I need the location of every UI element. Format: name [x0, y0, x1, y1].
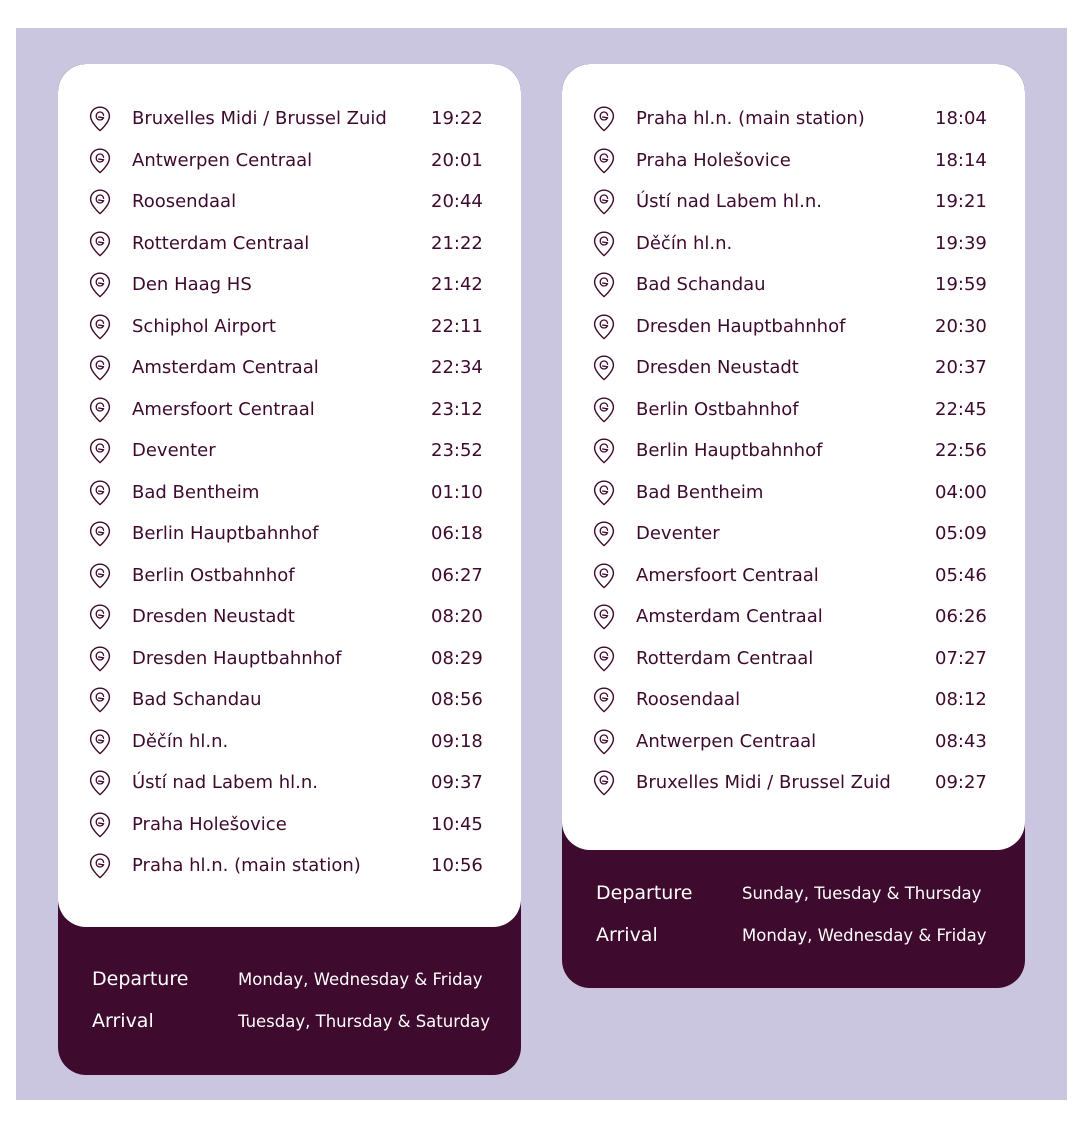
stop-row — [562, 98, 1025, 140]
location-pin-icon — [593, 397, 615, 423]
station-time: 10:56 — [431, 855, 483, 876]
stop-row — [562, 181, 1025, 223]
location-pin-icon — [593, 106, 615, 132]
stop-row — [58, 762, 521, 804]
station-time: 20:30 — [935, 315, 987, 337]
stop-row — [562, 638, 1025, 680]
stop-row — [562, 596, 1025, 638]
station-name: Amersfoort Centraal — [132, 398, 315, 420]
location-pin-icon — [89, 438, 111, 464]
location-pin-icon — [593, 314, 615, 340]
station-name: Deventer — [132, 440, 216, 461]
location-pin-icon — [593, 604, 615, 630]
outbound-timetable-card — [58, 64, 521, 1075]
station-time: 05:46 — [935, 564, 987, 586]
outbound-arrival-row — [92, 1010, 512, 1052]
location-pin-icon — [593, 231, 615, 257]
station-name: Bruxelles Midi / Brussel Zuid — [636, 772, 891, 793]
outbound-stop-list — [58, 98, 521, 887]
station-time: 18:04 — [935, 108, 987, 129]
location-pin-icon — [89, 646, 111, 672]
station-name: Bad Schandau — [132, 689, 262, 710]
station-name: Dresden Hauptbahnhof — [132, 647, 342, 669]
station-name: Bad Schandau — [636, 274, 766, 295]
station-name: Amsterdam Centraal — [636, 606, 823, 627]
stop-row — [58, 555, 521, 597]
location-pin-icon — [89, 189, 111, 215]
station-name: Berlin Ostbahnhof — [132, 564, 295, 586]
station-name: Antwerpen Centraal — [132, 149, 313, 171]
station-name: Antwerpen Centraal — [636, 730, 817, 752]
return-schedule — [596, 882, 1016, 965]
stop-row — [562, 679, 1025, 721]
stop-row — [58, 347, 521, 389]
station-name: Roosendaal — [132, 191, 237, 212]
stop-row — [562, 223, 1025, 265]
location-pin-icon — [593, 272, 615, 298]
stop-row — [58, 721, 521, 763]
station-time: 10:45 — [431, 813, 483, 835]
return-timetable-card — [562, 64, 1025, 988]
station-time: 19:22 — [431, 108, 483, 129]
stop-row — [58, 472, 521, 514]
outbound-schedule — [92, 968, 512, 1051]
station-name: Rotterdam Centraal — [132, 232, 310, 254]
location-pin-icon — [89, 148, 111, 174]
location-pin-icon — [593, 521, 615, 547]
stop-row — [562, 264, 1025, 306]
location-pin-icon — [593, 687, 615, 713]
location-pin-icon — [593, 189, 615, 215]
stop-row — [58, 596, 521, 638]
stop-row — [562, 140, 1025, 182]
stop-row — [58, 638, 521, 680]
return-departure-row — [596, 882, 1016, 924]
station-name: Bruxelles Midi / Brussel Zuid — [132, 108, 387, 129]
station-time: 18:14 — [935, 149, 987, 171]
station-name: Děčín hl.n. — [132, 730, 229, 752]
station-name: Bad Bentheim — [636, 481, 764, 503]
station-name: Ústí nad Labem hl.n. — [636, 191, 822, 212]
station-time: 20:44 — [431, 191, 483, 212]
station-time: 22:34 — [431, 357, 483, 378]
stop-row — [562, 347, 1025, 389]
outbound-departure-row — [92, 968, 512, 1010]
station-time: 19:39 — [935, 232, 987, 254]
station-name: Schiphol Airport — [132, 315, 276, 337]
arrival-label: Arrival — [596, 923, 658, 946]
location-pin-icon — [89, 397, 111, 423]
station-time: 09:18 — [431, 730, 483, 752]
return-arrival-row — [596, 924, 1016, 966]
station-time: 22:11 — [431, 315, 483, 337]
station-time: 23:52 — [431, 440, 483, 461]
station-time: 06:26 — [935, 606, 987, 627]
station-time: 21:22 — [431, 232, 483, 254]
location-pin-icon — [89, 314, 111, 340]
location-pin-icon — [89, 853, 111, 879]
location-pin-icon — [89, 480, 111, 506]
stop-row — [562, 762, 1025, 804]
location-pin-icon — [89, 812, 111, 838]
station-name: Berlin Ostbahnhof — [636, 398, 799, 420]
location-pin-icon — [593, 646, 615, 672]
station-name: Deventer — [636, 523, 720, 544]
station-name: Děčín hl.n. — [636, 232, 733, 254]
station-name: Praha hl.n. (main station) — [132, 855, 361, 876]
stop-row — [58, 223, 521, 265]
departure-days: Sunday, Tuesday & Thursday — [742, 884, 982, 903]
stop-row — [562, 472, 1025, 514]
location-pin-icon — [89, 272, 111, 298]
outbound-stops-panel — [58, 64, 521, 927]
station-name: Dresden Neustadt — [636, 357, 799, 378]
station-name: Praha hl.n. (main station) — [636, 108, 865, 129]
arrival-days: Monday, Wednesday & Friday — [742, 925, 987, 945]
location-pin-icon — [593, 729, 615, 755]
location-pin-icon — [593, 355, 615, 381]
location-pin-icon — [89, 729, 111, 755]
departure-label: Departure — [596, 882, 693, 904]
station-time: 07:27 — [935, 647, 987, 669]
station-time: 08:12 — [935, 689, 987, 710]
station-time: 09:27 — [935, 772, 987, 793]
stop-row — [58, 389, 521, 431]
stop-row — [58, 140, 521, 182]
station-time: 09:37 — [431, 772, 483, 793]
station-time: 19:59 — [935, 274, 987, 295]
return-stop-list — [562, 98, 1025, 804]
location-pin-icon — [89, 770, 111, 796]
station-time: 06:18 — [431, 523, 483, 544]
location-pin-icon — [593, 563, 615, 589]
station-name: Amersfoort Centraal — [636, 564, 819, 586]
arrival-label: Arrival — [92, 1009, 154, 1032]
station-time: 01:10 — [431, 481, 483, 503]
station-name: Praha Holešovice — [636, 149, 791, 171]
station-time: 04:00 — [935, 481, 987, 503]
location-pin-icon — [593, 148, 615, 174]
station-time: 05:09 — [935, 523, 987, 544]
stop-row — [58, 679, 521, 721]
station-time: 19:21 — [935, 191, 987, 212]
location-pin-icon — [89, 106, 111, 132]
station-time: 23:12 — [431, 398, 483, 420]
departure-days: Monday, Wednesday & Friday — [238, 970, 483, 989]
arrival-days: Tuesday, Thursday & Saturday — [238, 1011, 491, 1031]
station-time: 08:29 — [431, 647, 483, 669]
location-pin-icon — [593, 480, 615, 506]
stop-row — [562, 430, 1025, 472]
stop-row — [562, 513, 1025, 555]
stop-row — [58, 264, 521, 306]
station-name: Ústí nad Labem hl.n. — [132, 772, 318, 793]
stop-row — [58, 513, 521, 555]
station-name: Bad Bentheim — [132, 481, 260, 503]
station-time: 08:43 — [935, 730, 987, 752]
return-stops-panel — [562, 64, 1025, 850]
station-name: Berlin Hauptbahnhof — [636, 440, 823, 461]
stop-row — [562, 306, 1025, 348]
station-name: Amsterdam Centraal — [132, 357, 319, 378]
station-name: Praha Holešovice — [132, 813, 287, 835]
station-time: 21:42 — [431, 274, 483, 295]
stop-row — [58, 845, 521, 887]
stop-row — [562, 555, 1025, 597]
location-pin-icon — [593, 438, 615, 464]
location-pin-icon — [89, 521, 111, 547]
stop-row — [58, 98, 521, 140]
station-time: 08:56 — [431, 689, 483, 710]
station-name: Roosendaal — [636, 689, 741, 710]
stop-row — [58, 430, 521, 472]
stop-row — [58, 804, 521, 846]
stop-row — [562, 721, 1025, 763]
station-name: Berlin Hauptbahnhof — [132, 523, 319, 544]
location-pin-icon — [89, 563, 111, 589]
station-name: Rotterdam Centraal — [636, 647, 814, 669]
departure-label: Departure — [92, 968, 189, 990]
station-time: 08:20 — [431, 606, 483, 627]
station-name: Den Haag HS — [132, 274, 252, 295]
stop-row — [562, 389, 1025, 431]
location-pin-icon — [89, 604, 111, 630]
station-time: 22:56 — [935, 440, 987, 461]
station-time: 06:27 — [431, 564, 483, 586]
station-name: Dresden Neustadt — [132, 606, 295, 627]
station-time: 20:01 — [431, 149, 483, 171]
stop-row — [58, 181, 521, 223]
location-pin-icon — [89, 687, 111, 713]
location-pin-icon — [593, 770, 615, 796]
station-name: Dresden Hauptbahnhof — [636, 315, 846, 337]
location-pin-icon — [89, 355, 111, 381]
station-time: 20:37 — [935, 357, 987, 378]
station-time: 22:45 — [935, 398, 987, 420]
location-pin-icon — [89, 231, 111, 257]
stop-row — [58, 306, 521, 348]
